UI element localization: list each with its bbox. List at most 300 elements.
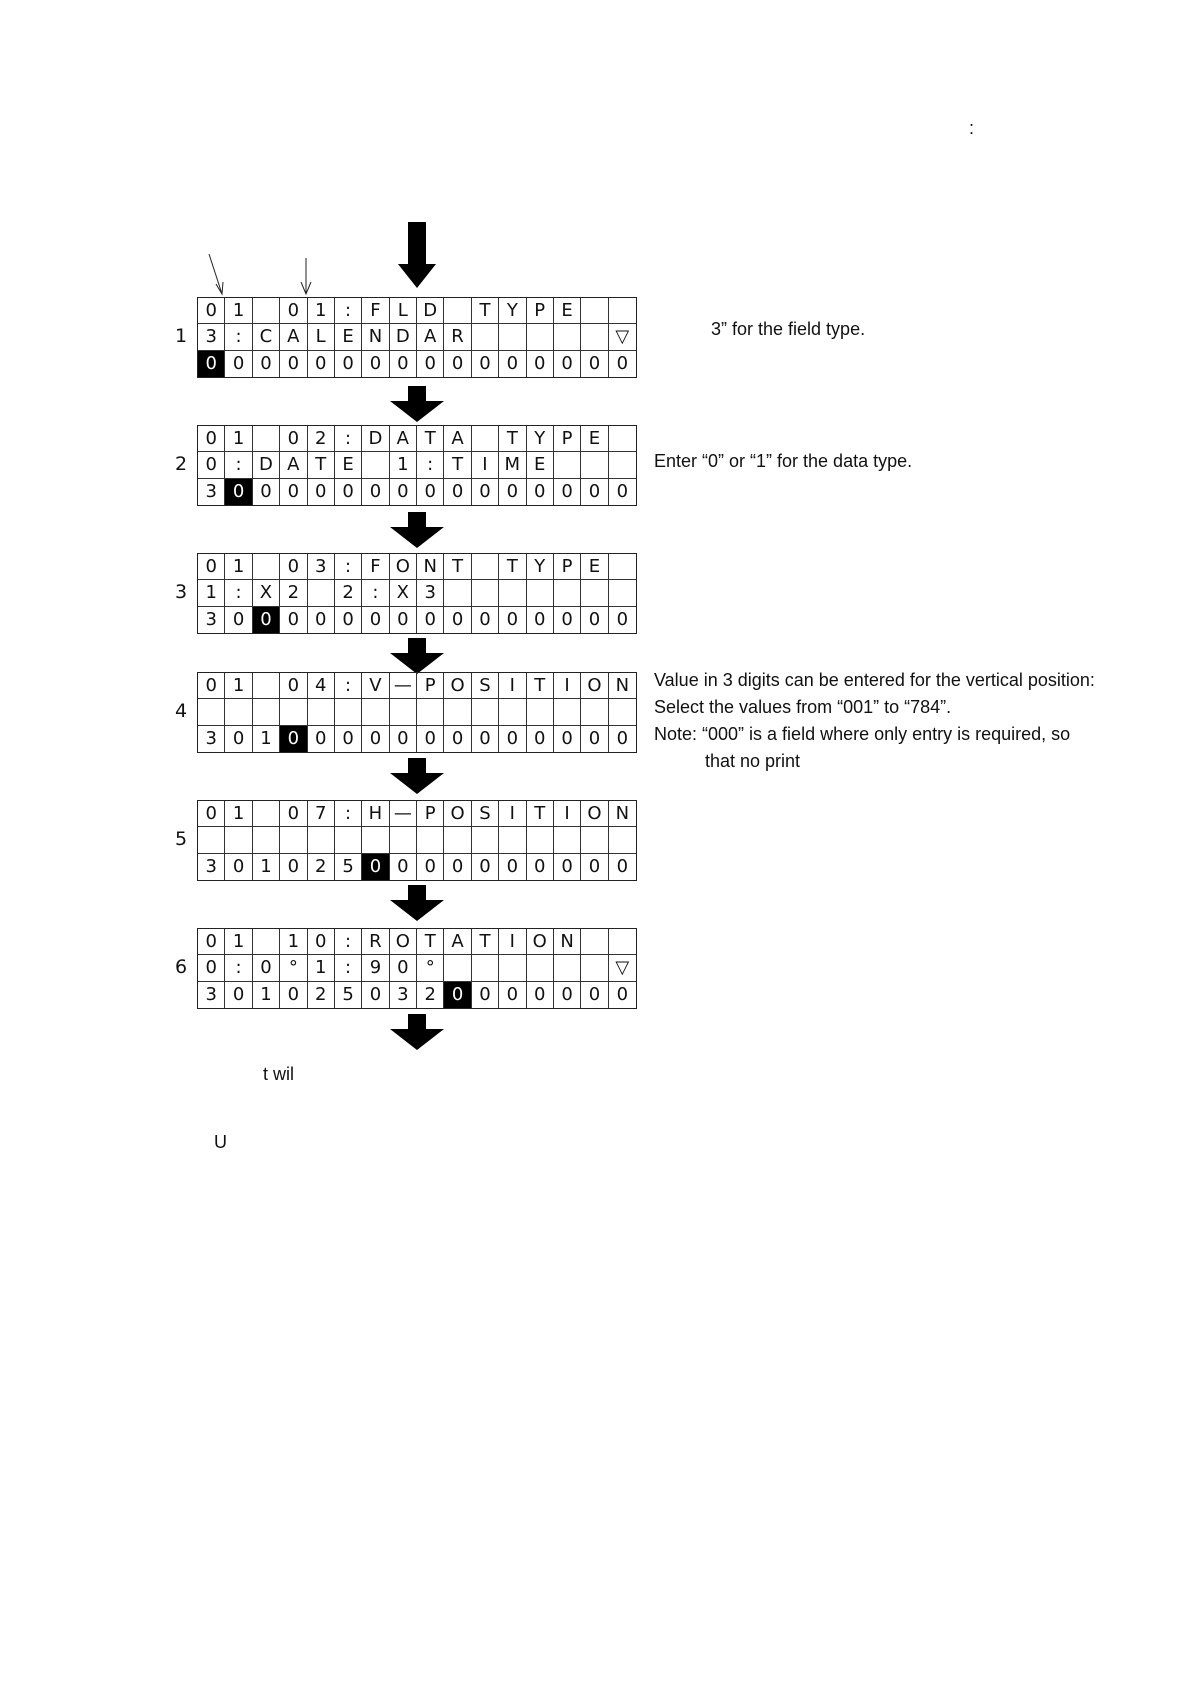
lcd-cell: T — [308, 452, 335, 478]
lcd-cell: P — [554, 554, 581, 580]
lcd-cell — [472, 426, 499, 452]
lcd-cell — [581, 827, 608, 853]
lcd-cell — [609, 298, 636, 324]
lcd-cell: 0 — [616, 727, 629, 749]
lcd-cell — [472, 580, 499, 606]
lcd-cell: N — [609, 801, 636, 827]
lcd-cell: 0 — [581, 607, 608, 633]
lcd-cell: — — [390, 801, 417, 827]
lcd-cell: O — [527, 929, 554, 955]
lcd-cell: 3 — [417, 580, 444, 606]
lcd-cell: 0 — [554, 479, 581, 505]
lcd-display-step-4 — [197, 672, 637, 753]
lcd-cell: : — [225, 452, 252, 478]
lcd-cell: 0 — [472, 479, 499, 505]
lcd-cell: R — [362, 929, 389, 955]
lcd-cell: 7 — [308, 801, 335, 827]
lcd-cell — [499, 580, 526, 606]
lcd-cell: 0 — [225, 726, 252, 752]
lcd-cell: 0 — [472, 854, 499, 880]
lcd-cell — [444, 699, 471, 725]
lcd-cell: E — [554, 298, 581, 324]
lcd-cell: D — [390, 324, 417, 350]
lcd-cell: 3 — [198, 726, 225, 752]
lcd-cell: 0 — [308, 479, 335, 505]
lcd-cell — [225, 827, 252, 853]
lcd-cell: 0 — [198, 298, 225, 324]
lcd-display-step-1 — [197, 297, 637, 378]
lcd-cell: 2 — [308, 426, 335, 452]
lcd-cell: 3 — [198, 324, 225, 350]
lcd-cell: 0 — [499, 351, 526, 377]
lcd-cell: 0 — [198, 426, 225, 452]
lcd-cell: 0 — [554, 982, 581, 1008]
lcd-cell: E — [335, 452, 362, 478]
lcd-cell: 9 — [362, 955, 389, 981]
lcd-cell — [554, 580, 581, 606]
lcd-cell: 4 — [308, 673, 335, 699]
lcd-cell: 0 — [390, 351, 417, 377]
lcd-cell: : — [335, 801, 362, 827]
lcd-cell: 1 — [225, 426, 252, 452]
lcd-cell: 0 — [616, 352, 629, 374]
lcd-cell: 0 — [527, 726, 554, 752]
lcd-cell: 0 — [362, 351, 389, 377]
flow-arrow-icon — [390, 386, 444, 422]
lcd-cell: 0 — [616, 608, 629, 630]
lcd-cell — [198, 699, 225, 725]
lcd-display-step-5 — [197, 800, 637, 881]
lcd-cell: 0 — [390, 955, 417, 981]
lcd-cell: Y — [527, 426, 554, 452]
lcd-cursor-cell: 0 — [362, 854, 389, 880]
lcd-cell: 5 — [335, 854, 362, 880]
lcd-cell: 2 — [335, 580, 362, 606]
lcd-cell: : — [225, 955, 252, 981]
lcd-cell: 0 — [554, 607, 581, 633]
lcd-cell: 1 — [225, 673, 252, 699]
lcd-cell — [362, 699, 389, 725]
lcd-cell: 0 — [417, 351, 444, 377]
lcd-cell: 0 — [390, 726, 417, 752]
lcd-display-step-6 — [197, 928, 637, 1009]
lcd-cell — [581, 929, 608, 955]
lcd-cell: : — [335, 426, 362, 452]
lcd-cell: 0 — [444, 479, 471, 505]
lcd-cell: 0 — [280, 854, 307, 880]
lcd-cell: T — [444, 452, 471, 478]
lcd-display-step-3 — [197, 553, 637, 634]
lcd-cell — [499, 699, 526, 725]
lcd-cell: 0 — [417, 607, 444, 633]
lcd-cell: 0 — [308, 607, 335, 633]
lcd-cell: T — [527, 801, 554, 827]
lcd-cell: X — [253, 580, 280, 606]
lcd-cell: 0 — [581, 982, 608, 1008]
lcd-cell — [308, 580, 335, 606]
lcd-cell — [554, 452, 581, 478]
lcd-cell: 2 — [308, 854, 335, 880]
lcd-cell — [472, 699, 499, 725]
lcd-cell: 0 — [417, 479, 444, 505]
lcd-cell: 0 — [527, 982, 554, 1008]
lcd-cell: 0 — [554, 854, 581, 880]
lcd-display-step-2 — [197, 425, 637, 506]
lcd-cell: 0 — [472, 607, 499, 633]
lcd-cell: 1 — [225, 298, 252, 324]
lcd-cell — [335, 699, 362, 725]
lcd-cell: : — [335, 298, 362, 324]
lcd-cell: 0 — [390, 854, 417, 880]
step-number: 5 — [174, 828, 188, 850]
lcd-cell: 1 — [308, 298, 335, 324]
note-line: 3” for the field type. — [711, 319, 866, 339]
lcd-cell — [253, 673, 280, 699]
lcd-cell — [280, 827, 307, 853]
lcd-cell — [499, 955, 526, 981]
lcd-cell: 3 — [198, 479, 225, 505]
lcd-cell: N — [362, 324, 389, 350]
lcd-cell: 1 — [280, 929, 307, 955]
lcd-cell: 0 — [499, 607, 526, 633]
lcd-cell: 0 — [527, 479, 554, 505]
lcd-cell — [253, 929, 280, 955]
lcd-cell: 0 — [581, 726, 608, 752]
lcd-cell: 0 — [198, 673, 225, 699]
lcd-cell: T — [499, 554, 526, 580]
lcd-cell: T — [527, 673, 554, 699]
lcd-cell: 0 — [581, 479, 608, 505]
lcd-cell: 1 — [225, 929, 252, 955]
lcd-cell: O — [390, 554, 417, 580]
lcd-cell: 0 — [198, 452, 225, 478]
lcd-cell — [472, 324, 499, 350]
lcd-cell — [390, 827, 417, 853]
flow-arrow-icon — [390, 758, 444, 794]
lcd-cell: C — [253, 324, 280, 350]
step-number: 1 — [174, 325, 188, 347]
lcd-cell — [527, 699, 554, 725]
lcd-cell: 0 — [308, 929, 335, 955]
note-line: Value in 3 digits can be entered for the vertical position: — [654, 670, 1095, 690]
lcd-cell: 0 — [335, 351, 362, 377]
lcd-cursor-cell: 0 — [253, 607, 280, 633]
lcd-cell: 0 — [362, 479, 389, 505]
lcd-cell: E — [581, 426, 608, 452]
lcd-cell — [444, 298, 471, 324]
lcd-cell: 0 — [198, 955, 225, 981]
lcd-cell: M — [499, 452, 526, 478]
lcd-cell: 0 — [527, 607, 554, 633]
lcd-cell: 0 — [308, 351, 335, 377]
lcd-cell: 1 — [253, 854, 280, 880]
note-line: Enter “0” or “1” for the data type. — [654, 451, 913, 471]
lcd-cell: Y — [527, 554, 554, 580]
lcd-cell: 0 — [225, 351, 252, 377]
lcd-cell: 0 — [554, 726, 581, 752]
lcd-cell: N — [609, 673, 636, 699]
lcd-cell: 0 — [225, 854, 252, 880]
lcd-cell: F — [362, 554, 389, 580]
lcd-cursor-cell: 0 — [280, 726, 307, 752]
lcd-cell: D — [417, 298, 444, 324]
lcd-cell: T — [499, 426, 526, 452]
lcd-cell: 1 — [198, 580, 225, 606]
lcd-cell — [609, 580, 636, 606]
lcd-cell: T — [417, 929, 444, 955]
lcd-cell: A — [417, 324, 444, 350]
lcd-cell — [198, 827, 225, 853]
lcd-cell: I — [499, 929, 526, 955]
lcd-cell: 0 — [417, 854, 444, 880]
lcd-cell: 0 — [198, 801, 225, 827]
lcd-cell — [609, 554, 636, 580]
lcd-cell: 0 — [335, 726, 362, 752]
lcd-cell: F — [362, 298, 389, 324]
lcd-cell — [308, 827, 335, 853]
lcd-cell: 1 — [253, 982, 280, 1008]
lcd-cell: 0 — [616, 855, 629, 877]
lcd-cell — [472, 827, 499, 853]
lcd-cell: 0 — [527, 854, 554, 880]
note-line: Note: “000” is a field where only entry is required, so — [654, 724, 1071, 744]
lcd-cell — [527, 324, 554, 350]
lcd-cell: 0 — [616, 983, 629, 1005]
lcd-cell: O — [581, 801, 608, 827]
lcd-cell: O — [444, 673, 471, 699]
lcd-cell — [554, 324, 581, 350]
lcd-cell: 0 — [253, 955, 280, 981]
lcd-cell: E — [335, 324, 362, 350]
lcd-cell: ▽ — [609, 324, 636, 350]
lcd-cell — [554, 827, 581, 853]
lcd-cell: : — [335, 554, 362, 580]
footer-text-u: U — [214, 1132, 227, 1152]
lcd-cell: 5 — [335, 982, 362, 1008]
flow-arrow-icon — [390, 638, 444, 674]
lcd-cell — [225, 699, 252, 725]
lcd-cell — [581, 699, 608, 725]
lcd-cell: 0 — [472, 726, 499, 752]
lcd-cell: I — [554, 673, 581, 699]
lcd-cell: 0 — [362, 726, 389, 752]
lcd-cell — [417, 827, 444, 853]
lcd-cell: 3 — [198, 982, 225, 1008]
lcd-cell: 1 — [253, 726, 280, 752]
lcd-cell: 0 — [499, 479, 526, 505]
lcd-cell: 0 — [280, 298, 307, 324]
lcd-cell: 0 — [362, 982, 389, 1008]
lcd-cell: 3 — [390, 982, 417, 1008]
lcd-cell — [581, 298, 608, 324]
lcd-cell: 0 — [198, 554, 225, 580]
lcd-cell: 0 — [280, 673, 307, 699]
lcd-cell: 3 — [198, 854, 225, 880]
lcd-cell: 3 — [308, 554, 335, 580]
lcd-cell: : — [362, 580, 389, 606]
lcd-cell: 1 — [308, 955, 335, 981]
lcd-cell: T — [444, 554, 471, 580]
lcd-cell: 0 — [280, 426, 307, 452]
lcd-cell — [609, 426, 636, 452]
lcd-cell: O — [444, 801, 471, 827]
lcd-cell: Y — [499, 298, 526, 324]
lcd-cell: 0 — [499, 854, 526, 880]
lcd-cell: : — [417, 452, 444, 478]
lcd-cell — [390, 699, 417, 725]
flow-arrow-icon — [398, 222, 436, 288]
header-colon: : — [969, 118, 975, 138]
footer-text: t wil — [263, 1064, 294, 1084]
lcd-cell: T — [472, 929, 499, 955]
lcd-cell: I — [554, 801, 581, 827]
lcd-cell: V — [362, 673, 389, 699]
lcd-cell: 1 — [225, 801, 252, 827]
lcd-cursor-cell: 0 — [225, 479, 252, 505]
lcd-cell: 2 — [308, 982, 335, 1008]
step-number: 6 — [174, 956, 188, 978]
lcd-cell: 0 — [390, 607, 417, 633]
lcd-cell: I — [499, 801, 526, 827]
lcd-cell: P — [417, 801, 444, 827]
lcd-cell: 0 — [335, 607, 362, 633]
lcd-cell: A — [444, 929, 471, 955]
lcd-cell: 0 — [616, 480, 629, 502]
lcd-cell: 0 — [444, 607, 471, 633]
lcd-cell: 0 — [472, 982, 499, 1008]
note-line: Select the values from “001” to “784”. — [654, 697, 952, 717]
lcd-cell — [581, 580, 608, 606]
lcd-cell: : — [335, 929, 362, 955]
lcd-cell — [253, 298, 280, 324]
lcd-cell: N — [417, 554, 444, 580]
lcd-cell: 0 — [308, 726, 335, 752]
lcd-cell — [554, 955, 581, 981]
lcd-cell: — — [390, 673, 417, 699]
flow-arrow-icon — [390, 885, 444, 921]
lcd-cursor-cell: 0 — [198, 351, 225, 377]
lcd-cell: 0 — [472, 351, 499, 377]
lcd-cell: D — [362, 426, 389, 452]
lcd-cell — [444, 827, 471, 853]
lcd-cell — [554, 699, 581, 725]
lcd-cell: 0 — [280, 554, 307, 580]
lcd-cell — [253, 827, 280, 853]
lcd-cell — [609, 827, 636, 853]
lcd-cell: 0 — [390, 479, 417, 505]
lcd-cell: 2 — [417, 982, 444, 1008]
step-number: 4 — [174, 700, 188, 722]
lcd-cell: E — [527, 452, 554, 478]
lcd-cell: 0 — [499, 726, 526, 752]
pointer-arrows-icon — [205, 254, 325, 298]
lcd-cell: 3 — [198, 607, 225, 633]
lcd-cell — [472, 955, 499, 981]
lcd-cell: 0 — [253, 479, 280, 505]
step-note — [654, 667, 1095, 775]
note-line: that no print — [705, 751, 801, 771]
lcd-cell: I — [499, 673, 526, 699]
lcd-cell: : — [335, 673, 362, 699]
lcd-cell: S — [472, 801, 499, 827]
lcd-cell: 0 — [280, 479, 307, 505]
lcd-cell: 2 — [280, 580, 307, 606]
lcd-cell: : — [335, 955, 362, 981]
lcd-cell — [362, 827, 389, 853]
lcd-cell: 0 — [253, 351, 280, 377]
step-number: 3 — [174, 581, 188, 603]
lcd-cell: 0 — [280, 801, 307, 827]
lcd-cell — [499, 827, 526, 853]
lcd-cell: : — [225, 580, 252, 606]
lcd-cell: A — [280, 452, 307, 478]
step-note — [654, 448, 912, 475]
lcd-cell: 0 — [499, 982, 526, 1008]
lcd-cell: 0 — [280, 982, 307, 1008]
lcd-cell: 0 — [581, 351, 608, 377]
lcd-cell — [527, 580, 554, 606]
lcd-cell: 0 — [527, 351, 554, 377]
lcd-cell: 0 — [335, 479, 362, 505]
lcd-cell — [362, 452, 389, 478]
lcd-cell — [527, 827, 554, 853]
lcd-cell: 0 — [198, 929, 225, 955]
lcd-cell: A — [390, 426, 417, 452]
lcd-cell: H — [362, 801, 389, 827]
lcd-cell: 0 — [225, 982, 252, 1008]
lcd-cell — [444, 580, 471, 606]
lcd-cell: L — [390, 298, 417, 324]
lcd-cell — [581, 452, 608, 478]
lcd-cell — [335, 827, 362, 853]
lcd-cell: O — [581, 673, 608, 699]
lcd-cell: : — [225, 324, 252, 350]
lcd-cell: X — [390, 580, 417, 606]
lcd-cell: 0 — [417, 726, 444, 752]
lcd-cell — [527, 955, 554, 981]
lcd-cell: I — [472, 452, 499, 478]
lcd-cell: 0 — [280, 607, 307, 633]
lcd-cell: P — [527, 298, 554, 324]
lcd-cell: 1 — [390, 452, 417, 478]
lcd-cell: A — [444, 426, 471, 452]
lcd-cursor-cell: 0 — [444, 982, 471, 1008]
lcd-cell — [253, 699, 280, 725]
lcd-cell — [253, 801, 280, 827]
lcd-cell: T — [417, 426, 444, 452]
lcd-cell: 0 — [581, 854, 608, 880]
flow-arrow-icon — [390, 1014, 444, 1050]
lcd-cell — [308, 699, 335, 725]
lcd-cell: 1 — [225, 554, 252, 580]
lcd-cell: T — [472, 298, 499, 324]
lcd-cell: R — [444, 324, 471, 350]
lcd-cell: ▽ — [609, 955, 636, 981]
lcd-cell: 0 — [444, 726, 471, 752]
lcd-cell: 0 — [280, 351, 307, 377]
lcd-cell: L — [308, 324, 335, 350]
lcd-cell: P — [417, 673, 444, 699]
lcd-cell — [609, 929, 636, 955]
lcd-cell — [609, 699, 636, 725]
flow-arrow-icon — [390, 512, 444, 548]
lcd-cell: 0 — [225, 607, 252, 633]
lcd-cell — [609, 452, 636, 478]
lcd-cell: 0 — [554, 351, 581, 377]
lcd-cell: ° — [417, 955, 444, 981]
lcd-cell — [581, 324, 608, 350]
lcd-cell: P — [554, 426, 581, 452]
